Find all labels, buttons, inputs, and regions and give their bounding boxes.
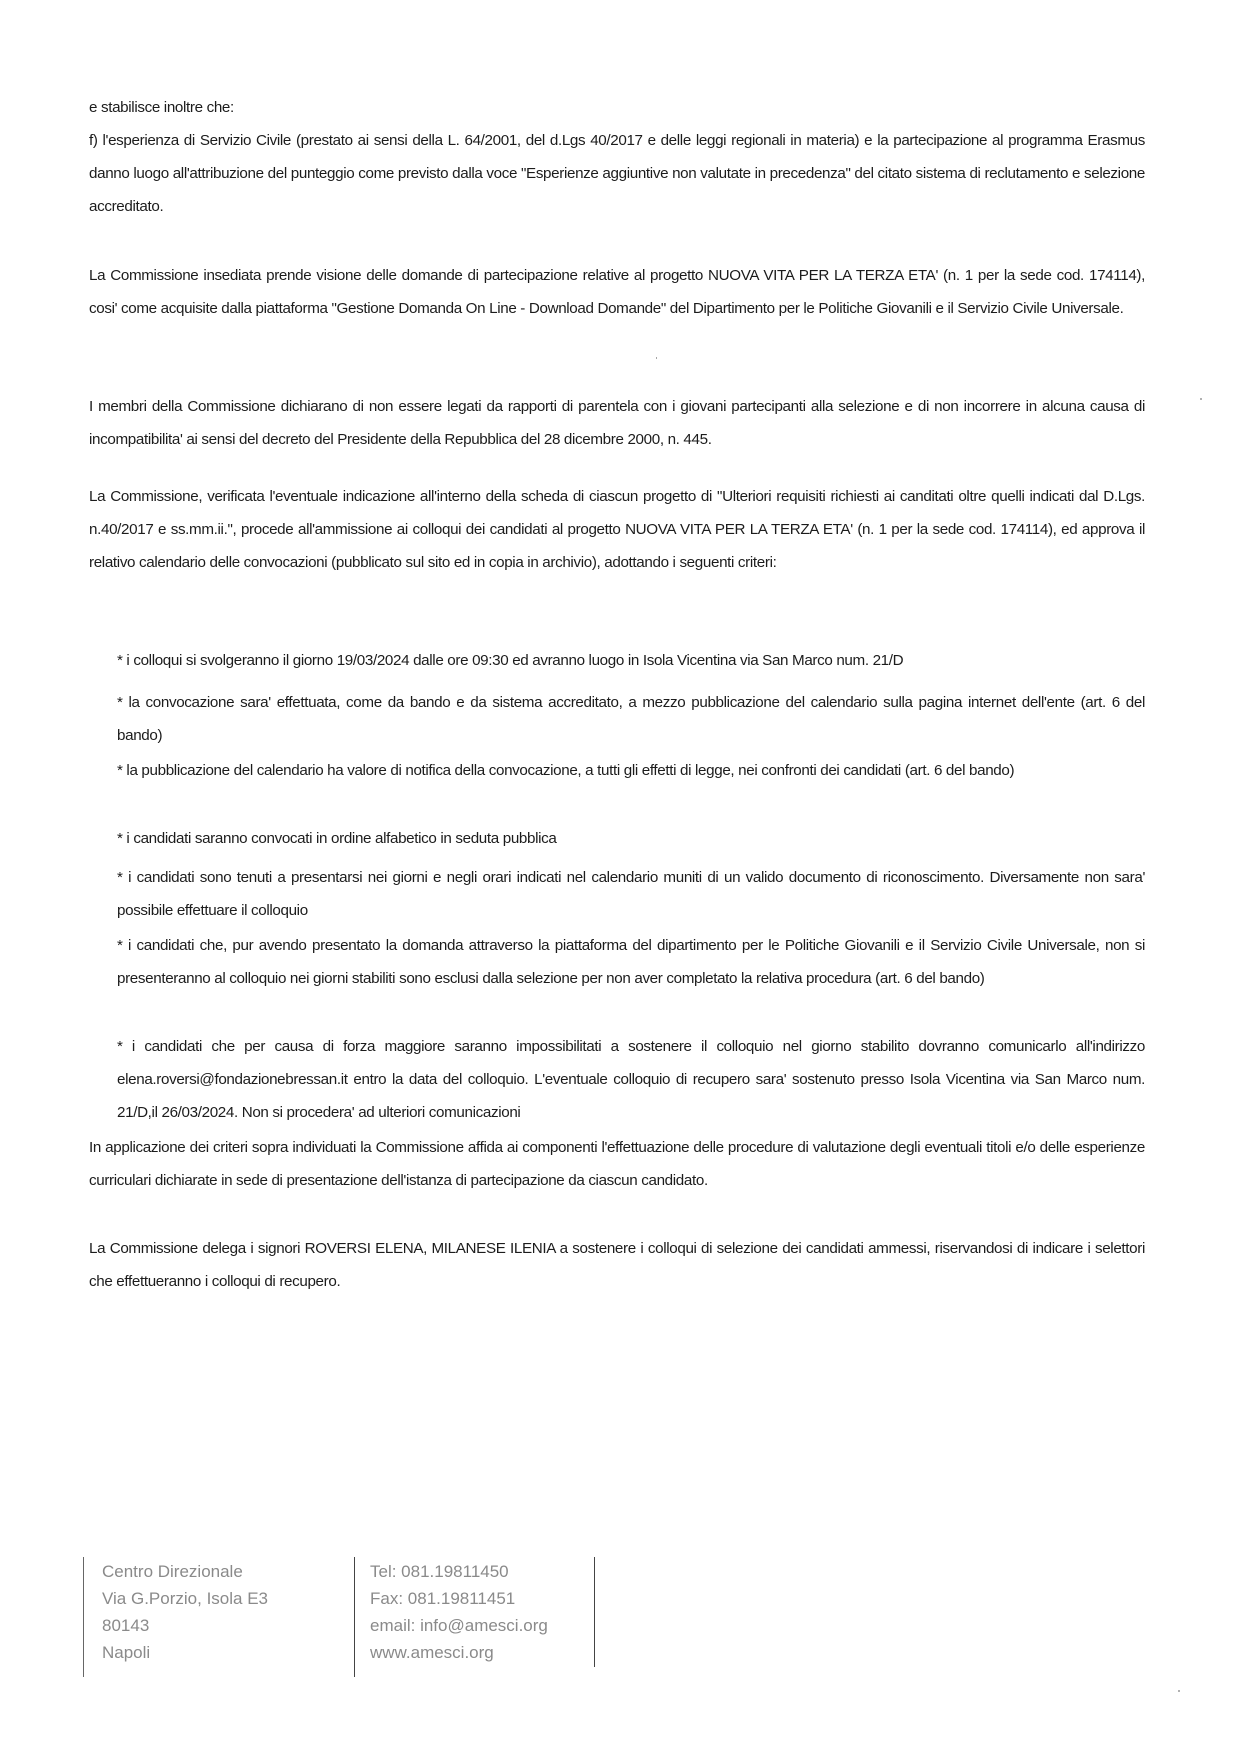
paragraph-text: La Commissione delega i signori ROVERSI ELENA, MILANESE ILENIA a sostenere i colloqui di selezione dei candidati ammessi, riservandosi di indicare i selettori che effettueranno i colloqui di recupero. [89,1240,1145,1290]
footer-divider-left [83,1557,84,1677]
footer-address-line: Centro Direzionale [102,1562,243,1581]
paragraph-text: In applicazione dei criteri sopra individuati la Commissione affida ai componenti l'effettuazione delle procedure di valutazione degli eventuali titoli e/o delle esperienze curriculari dichiarate in sede di presentazione dell'istanza di partecipazione da ciascun candidato. [89,1139,1145,1189]
paragraph-text: La Commissione insediata prende visione delle domande di partecipazione relative al progetto NUOVA VITA PER LA TERZA ETA' (n. 1 per la sede cod. 174114), cosi' come acquisite dalla piattaforma "Gestione Domanda On Line - Download Domande" del Dipartimento per le Politiche Giovanili e il Servizio Civile Universale. [89,267,1145,317]
criterion-item: * i colloqui si svolgeranno il giorno 19/03/2024 dalle ore 09:30 ed avranno luogo in Isola Vicentina via San Marco num. 21/D [117,652,904,669]
criterion-item: * la convocazione sara' effettuata, come da bando e da sistema accreditato, a mezzo pubblicazione del calendario sulla pagina internet dell'ente (art. 6 del bando) [117,694,1145,744]
footer-address [102,1558,268,1666]
criterion-item: * i candidati saranno convocati in ordine alfabetico in seduta pubblica [117,830,557,847]
footer-contacts [370,1558,548,1666]
footer-address-line: Via G.Porzio, Isola E3 [102,1589,268,1608]
paragraph-text: I membri della Commissione dichiarano di non essere legati da rapporti di parentela con i giovani partecipanti alla selezione e di non incorrere in alcuna causa di incompatibilita' ai sensi del decreto del Presidente della Repubblica del 28 dicembre 2000, n. 445. [89,398,1145,448]
scan-speck [656,357,657,359]
criterion-item: * la pubblicazione del calendario ha valore di notifica della convocazione, a tutti gli effetti di legge, nei confronti dei candidati (art. 6 del bando) [117,762,1015,779]
criterion-item: * i candidati che per causa di forza maggiore saranno impossibilitati a sostenere il colloquio nel giorno stabilito dovranno comunicarlo all'indirizzo elena.roversi@fondazionebressan.it entro la data del colloquio. L'eventuale colloquio di recupero sara' sostenuto presso Isola Vicentina via San Marco num. 21/D,il 26/03/2024. Non si procedera' ad ulteriori comunicazioni [117,1038,1145,1121]
scan-speck [1200,398,1202,400]
paragraph-text: La Commissione, verificata l'eventuale indicazione all'interno della scheda di ciascun progetto di "Ulteriori requisiti richiesti ai canditati oltre quelli indicati dal D.Lgs. n.40/2017 e ss.mm.ii.", procede all'ammissione ai colloqui dei candidati al progetto NUOVA VITA PER LA TERZA ETA' (n. 1 per la sede cod. 174114), ed approva il relativo calendario delle convocazioni (pubblicato sul sito ed in copia in archivio), adottando i seguenti criteri: [89,488,1145,571]
intro-item-f: f) l'esperienza di Servizio Civile (prestato ai sensi della L. 64/2001, del d.Lgs 40/2017 e delle leggi regionali in materia) e la partecipazione al programma Erasmus danno luogo all'attribuzione del punteggio come previsto dalla voce "Esperienze aggiuntive non valutate in precedenza" del citato sistema di reclutamento e selezione accreditato. [89,132,1145,215]
paragraph-no-kinship [89,390,1145,456]
intro-heading: e stabilisce inoltre che: [89,99,234,116]
footer-fax: Fax: 081.19811451 [370,1589,516,1608]
scan-speck [1178,1690,1180,1692]
paragraph-commission-review [89,259,1145,325]
paragraph-evaluation [89,1131,1145,1197]
footer-website: www.amesci.org [370,1643,494,1662]
paragraph-admission [89,480,1145,579]
footer-address-line: Napoli [102,1643,151,1662]
footer-divider-middle [354,1557,355,1677]
footer-divider-right [594,1557,595,1667]
footer-email: email: info@amesci.org [370,1616,548,1635]
footer-phone: Tel: 081.19811450 [370,1562,509,1581]
paragraph-delegation [89,1232,1145,1298]
footer-address-line: 80143 [102,1616,150,1635]
criterion-item: * i candidati sono tenuti a presentarsi nei giorni e negli orari indicati nel calendario muniti di un valido documento di riconoscimento. Diversamente non sara' possibile effettuare il colloquio [117,869,1145,919]
intro-section [89,91,1145,223]
criterion-item: * i candidati che, pur avendo presentato la domanda attraverso la piattaforma del dipartimento per le Politiche Giovanili e il Servizio Civile Universale, non si presenteranno al colloquio nei giorni stabiliti sono esclusi dalla selezione per non aver completato la relativa procedura (art. 6 del bando) [117,937,1145,987]
